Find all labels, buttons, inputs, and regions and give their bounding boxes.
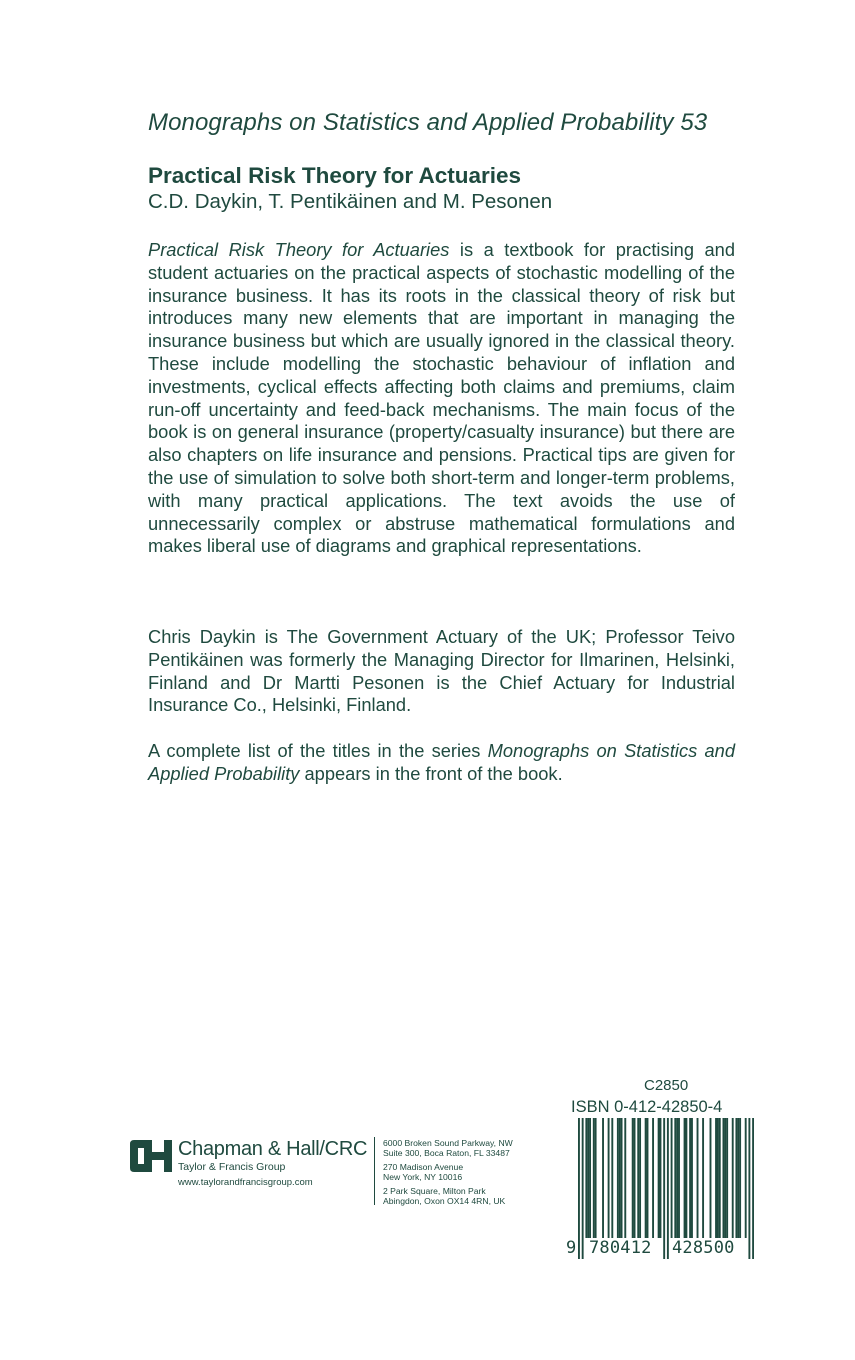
barcode-bar: [702, 1118, 704, 1238]
barcode-bar: [691, 1118, 693, 1238]
barcode-bar: [587, 1118, 589, 1238]
barcode-bar: [660, 1118, 662, 1238]
barcode-bar: [632, 1118, 634, 1238]
barcode-bar: [595, 1118, 597, 1238]
barcode-bar: [676, 1118, 678, 1238]
barcode-bar: [652, 1118, 654, 1238]
series-note-paragraph: [148, 740, 735, 786]
authors-bio-paragraph: Chris Daykin is The Government Actuary of the UK; Professor Teivo Pentikäinen was formerly the Managing Director for Ilmarinen, Helsinki, Finland and Dr Martti Pesonen is the Chief Actuary for Industrial Insurance Co., Helsinki, Finland.: [148, 626, 735, 716]
barcode-bar: [621, 1118, 623, 1238]
address-line: 6000 Broken Sound Parkway, NW: [383, 1138, 513, 1148]
address-boca-raton: [383, 1138, 513, 1158]
publisher-url: www.taylorandfrancisgroup.com: [178, 1177, 313, 1188]
barcode-bar: [685, 1118, 687, 1238]
address-abingdon: [383, 1186, 505, 1206]
product-code: C2850: [644, 1077, 689, 1094]
barcode-digits: [566, 1238, 756, 1260]
publisher-group: Taylor & Francis Group: [178, 1161, 286, 1173]
series-note-italic: Monographs on Statistics and Applied Probability: [148, 740, 736, 784]
barcode-bar: [589, 1118, 591, 1238]
barcode-bar: [619, 1118, 621, 1238]
barcode-bar: [602, 1118, 604, 1238]
barcode-bar: [637, 1118, 639, 1238]
barcode-bar: [745, 1118, 747, 1238]
publisher-logo: [128, 1138, 174, 1174]
address-line: Abingdon, Oxon OX14 4RN, UK: [383, 1196, 506, 1207]
barcode-bar: [674, 1118, 676, 1238]
publisher-divider: [374, 1137, 375, 1205]
barcode-bar: [639, 1118, 641, 1238]
barcode-bar: [719, 1118, 721, 1238]
barcode-bar: [723, 1118, 725, 1238]
barcode-left-group: 780412: [589, 1238, 652, 1258]
barcode-lead-digit: 9: [566, 1238, 577, 1258]
isbn-number: ISBN 0-412-42850-4: [571, 1098, 723, 1116]
barcode-bar: [647, 1118, 649, 1238]
description-title-italic: Practical Risk Theory for Actuaries: [148, 239, 450, 260]
barcode-bar: [658, 1118, 660, 1238]
description-text: is a textbook for practising and student actuaries on the practical aspects of stochastic modelling of the insurance business. It has its roots in the classical theory of risk but introduces many new elements that are important in managing the insurance business but which are usually ignored in the classical theory. These include modelling the stochastic behaviour of inflation and investments, cyclical effects affecting both claims and premiums, claim run-off uncertainty and feed-back mechanisms. The main focus of the book is on general insurance (property/casualty insurance) but there are also chapters on life insurance and pensions. Practical tips are given for the use of simulation to solve both short-term and longer-term problems, with many practical applications. The text avoids the use of unnecessarily complex or abstruse mathematical formulations and makes liberal use of diagrams and graphical representations.: [148, 239, 735, 557]
barcode-bar: [735, 1118, 737, 1238]
barcode-bar: [726, 1118, 728, 1238]
book-title: Practical Risk Theory for Actuaries: [148, 163, 522, 188]
barcode-bar: [624, 1118, 626, 1238]
barcode-bar: [634, 1118, 636, 1238]
barcode-bar: [645, 1118, 647, 1238]
address-line: New York, NY 10016: [383, 1172, 463, 1183]
publisher-name: Chapman & Hall/CRC: [178, 1138, 368, 1160]
barcode-bar: [724, 1118, 726, 1238]
barcode-bar: [608, 1118, 610, 1238]
address-line: Suite 300, Boca Raton, FL 33487: [383, 1148, 510, 1159]
address-new-york: [383, 1162, 463, 1182]
barcode-bar: [585, 1118, 587, 1238]
barcode-bar: [739, 1118, 741, 1238]
authors: C.D. Daykin, T. Pentikäinen and M. Pesonen: [148, 190, 553, 213]
barcode-bar: [684, 1118, 686, 1238]
barcode-bar: [678, 1118, 680, 1238]
barcode-bar: [737, 1118, 739, 1238]
description-paragraph: [148, 239, 735, 558]
series-note-after: appears in the front of the book.: [299, 762, 563, 784]
address-line: 270 Madison Avenue: [383, 1162, 464, 1172]
barcode-bar: [717, 1118, 719, 1238]
address-line: 2 Park Square, Milton Park: [383, 1186, 486, 1196]
barcode-bar: [732, 1118, 734, 1238]
barcode-bar: [593, 1118, 595, 1238]
barcode-bar: [689, 1118, 691, 1238]
series-note-before: A complete list of the titles in the series: [148, 740, 488, 761]
barcode-bar: [697, 1118, 699, 1238]
barcode-right-group: 428500: [672, 1238, 735, 1258]
barcode-bar: [715, 1118, 717, 1238]
series-title: Monographs on Statistics and Applied Probability 53: [148, 109, 708, 136]
barcode-bar: [611, 1118, 613, 1238]
barcode-bar: [617, 1118, 619, 1238]
barcode-bar: [710, 1118, 712, 1238]
barcode-bar: [671, 1118, 673, 1238]
